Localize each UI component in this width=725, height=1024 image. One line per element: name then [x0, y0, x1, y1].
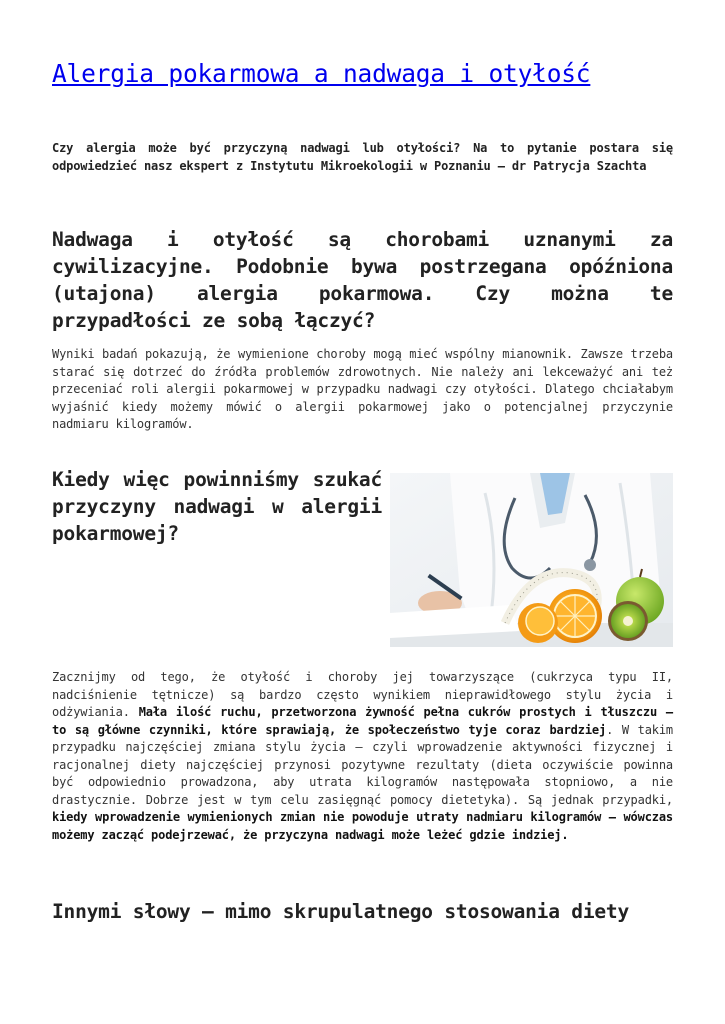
paragraph-lifestyle-text-1: Zacznijmy od tego, że otyłość i choroby jej towarzyszące (cukrzyca typu II, nadciśnienie tętnicze) są bardzo często wynikiem nieprawidłowego stylu życia i odżywiania. — [52, 670, 673, 719]
article-title-link[interactable]: Alergia pokarmowa a nadwaga i otyłość — [52, 59, 591, 88]
paragraph-common-denominator: Wyniki badań pokazują, że wymienione choroby mogą mieć wspólny mianownik. Zawsze trzeba starać się dotrzeć do źródła problemów zdrowotnych. Nie należy ani lekceważyć ani też przeceniać roli alergii pokarmowej w przypadku nadwagi czy otyłości. Dlatego chciałabym wyjaśnić kiedy możemy mówić o alergii pokarmowej jako o potencjalnej przyczynie nadmiaru kilogramów. — [52, 347, 673, 431]
paragraph-lifestyle-bold-2: kiedy wprowadzenie wymienionych zmian nie powoduje utraty nadmiaru kilogramów – wówczas możemy zacząć podejrzewać, że przyczyna nadwagi może leżeć gdzie indziej. — [52, 810, 673, 842]
doctor-with-fruit-photo — [390, 473, 673, 647]
article-lead: Czy alergia może być przyczyną nadwagi lub otyłości? Na to pytanie postara się odpowiedzieć nasz ekspert z Instytutu Mikroekologii w Poznaniu – dr Patrycja Szachta — [52, 141, 673, 173]
paragraph-lifestyle-bold-1: Mała ilość ruchu, przetworzona żywność pełna cukrów prostych i tłuszczu – to są główne czynniki, które sprawiają, że społeczeństwo tyje coraz bardziej — [52, 705, 673, 737]
section-heading-diseases: Nadwaga i otyłość są chorobami uznanymi za cywilizacyjne. Podobnie bywa postrzegana opóźniona (utajona) alergia pokarmowa. Czy można te przypadłości ze sobą łączyć? — [52, 228, 673, 332]
paragraph-lifestyle — [52, 669, 673, 844]
paragraph-lifestyle-text-2: . W takim przypadku najczęściej zmiana stylu życia – czyli wprowadzenie aktywności fizycznej i racjonalnej diety najczęściej przynosi pozytywne rezultaty (dieta oczywiście powinna być odpowiednio prowadzona, aby utrata kilogramów następowała stopniowo, a nie drastycznie. Dobrze jest w tym celu zasięgnąć pomocy dietetyka). Są jednak przypadki, — [52, 722, 674, 807]
section-heading-in-other-words: Innymi słowy – mimo skrupulatnego stosowania diety — [52, 900, 629, 923]
section-heading-when-to-look: Kiedy więc powinniśmy szukać przyczyny nadwagi w alergii pokarmowej? — [52, 468, 382, 545]
